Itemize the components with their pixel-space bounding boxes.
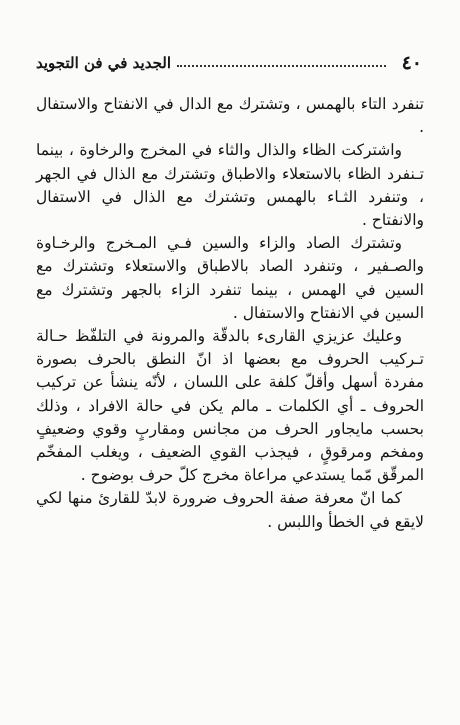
paragraph: واشتركت الظاء والذال والثاء في المخرج والرخاوة ، بينما تـنفرد الظاء بالاستعلاء والاطباق وتشترك مع الذال في الجهر ، وتنفرد الثـاء بالهمس وتشترك مع الذال في الاستفال والانفتاح .: [36, 141, 424, 230]
paragraph: وعليك عزيزي القارىء بالدقّة والمرونة في التلفّظ حـالة تـركيب الحروف مع بعضها اذ انّ النطق بالحرف بصورة مفردة أسهل وأقلّ كلفة على اللسان ، لأنّه ينشأ عن تركيب الحروف ـ أي الكلمات ـ مالم يكن في حالة الافراد ، وذلك بحسب مايجاور الحرف من مجانس ومقاربٍ وقوي وضعيفٍ ومفخم ومرقوقٍ ، فيجذب القوي الضعيف ، ويغلب المفخّم المرقّق مّما يستدعي مراعاة مخرج كلّ حرف بوضوح .: [36, 327, 424, 485]
book-title: الجديد في فن التجويد: [36, 54, 172, 72]
page-header: [36, 49, 422, 77]
paragraph: وتشترك الصاد والزاء والسين فـي المـخرج والرخـاوة والصـفير ، وتنفرد الصاد بالاطباق والاستعلاء وتشترك مع السين في الهمس ، بينما تنفرد الزاء بالجهر وتشترك مع السين في الانفتاح والاستفال .: [36, 234, 424, 322]
header-dotted-leader: [177, 65, 386, 67]
body-text: [36, 93, 424, 534]
paragraph: كما انّ معرفة صفة الحروف ضرورة لابدّ للقارئ منها لكي لايقع في الخطأ واللبس .: [36, 489, 424, 531]
page-number: ٤٠: [401, 52, 422, 74]
paragraph: تنفرد التاء بالهمس ، وتشترك مع الدال في الانفتاح والاستفال .: [36, 95, 424, 137]
